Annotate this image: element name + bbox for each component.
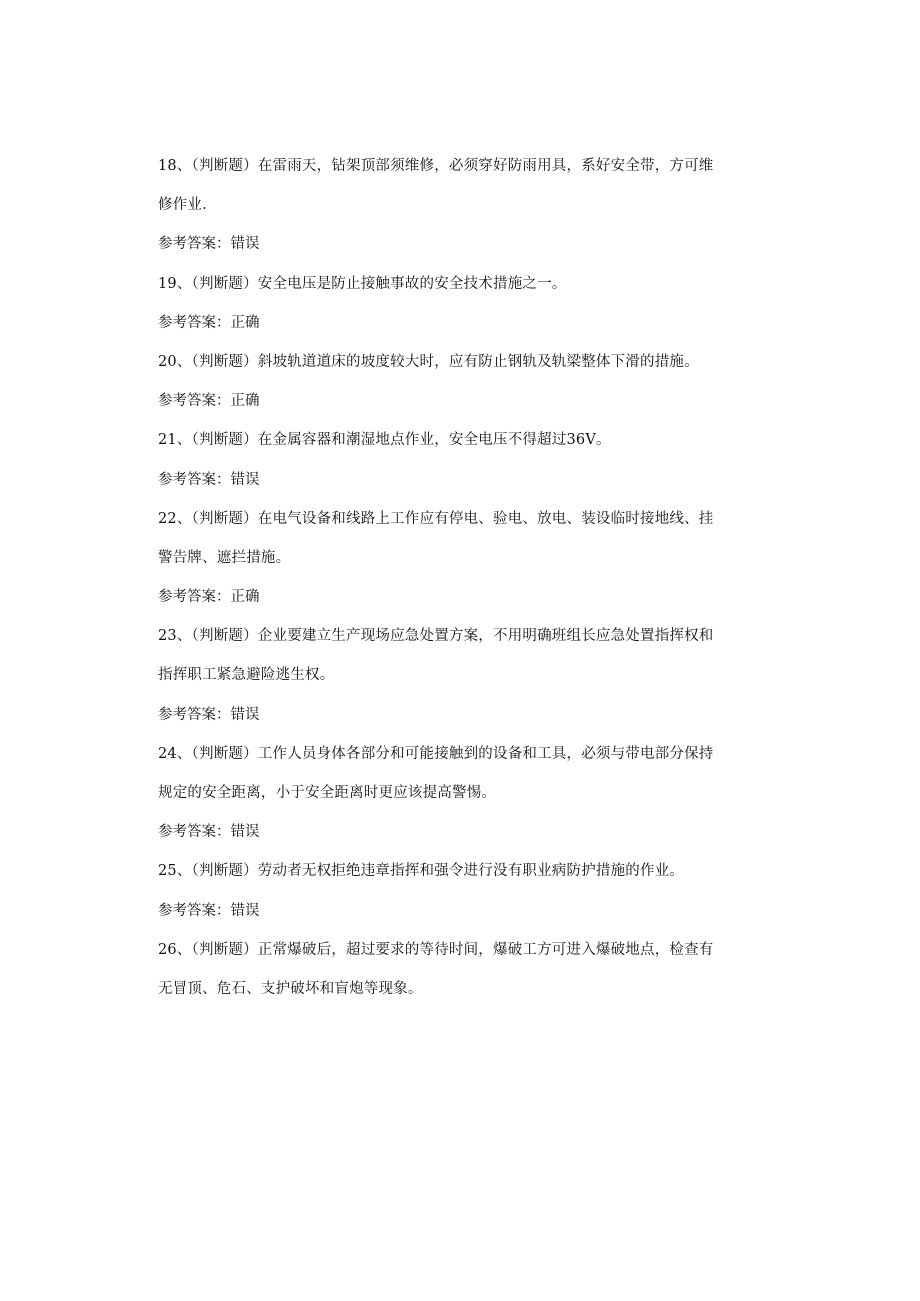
question-26 (158, 931, 758, 1009)
question-text-line: 修作业. (158, 197, 207, 214)
question-25 (158, 852, 758, 891)
answer-23: 参考答案：错误 (158, 706, 260, 723)
question-text-line: 22、（判断题）在电气设备和线路上工作应有停电、验电、放电、装设临时接地线、挂 (158, 510, 714, 527)
question-21 (158, 421, 758, 460)
question-text-line: 20、（判断题）斜坡轨道道床的坡度较大时，应有防止钢轨及轨梁整体下滑的措施。 (158, 353, 699, 370)
question-text-line: 警告牌、遮拦措施。 (158, 549, 291, 566)
question-text-line: 规定的安全距离，小于安全距离时更应该提高警惕。 (158, 785, 497, 801)
answer-18: 参考答案：错误 (158, 236, 260, 253)
question-list (158, 147, 758, 1009)
question-18 (158, 147, 758, 225)
question-text-line: 25、（判断题）劳动者无权拒绝违章指挥和强令进行没有职业病防护措施的作业。 (158, 863, 685, 880)
question-19 (158, 265, 758, 304)
question-text-line: 21、（判断题）在金属容器和潮湿地点作业，安全电压不得超过36V。 (158, 432, 611, 449)
question-text-line: 18、（判断题）在雷雨天，钻架顶部须维修，必须穿好防雨用具，系好安全带，方可维 (158, 158, 714, 174)
question-text-line: 指挥职工紧急避险逃生权。 (158, 667, 335, 684)
question-text-line: 24、（判断题）工作人员身体各部分和可能接触到的设备和工具，必须与带电部分保持 (158, 745, 714, 762)
answer-22: 参考答案：正确 (158, 589, 260, 606)
answer-25: 参考答案：错误 (158, 902, 260, 919)
answer-21: 参考答案：错误 (158, 471, 260, 488)
answer-19: 参考答案：正确 (158, 314, 260, 331)
question-23 (158, 617, 758, 695)
question-20 (158, 343, 758, 382)
question-text-line: 26、（判断题）正常爆破后，超过要求的等待时间，爆破工方可进入爆破地点，检查有 (158, 941, 714, 958)
answer-24: 参考答案：错误 (158, 824, 260, 841)
question-text-line: 19、（判断题）安全电压是防止接触事故的安全技术措施之一。 (158, 275, 567, 292)
answer-20: 参考答案：正确 (158, 393, 260, 410)
question-22 (158, 500, 758, 578)
question-text-line: 无冒顶、危石、支护破坏和盲炮等现象。 (158, 980, 423, 997)
question-24 (158, 735, 758, 813)
question-text-line: 23、（判断题）企业要建立生产现场应急处置方案，不用明确班组长应急处置指挥权和 (158, 628, 714, 645)
